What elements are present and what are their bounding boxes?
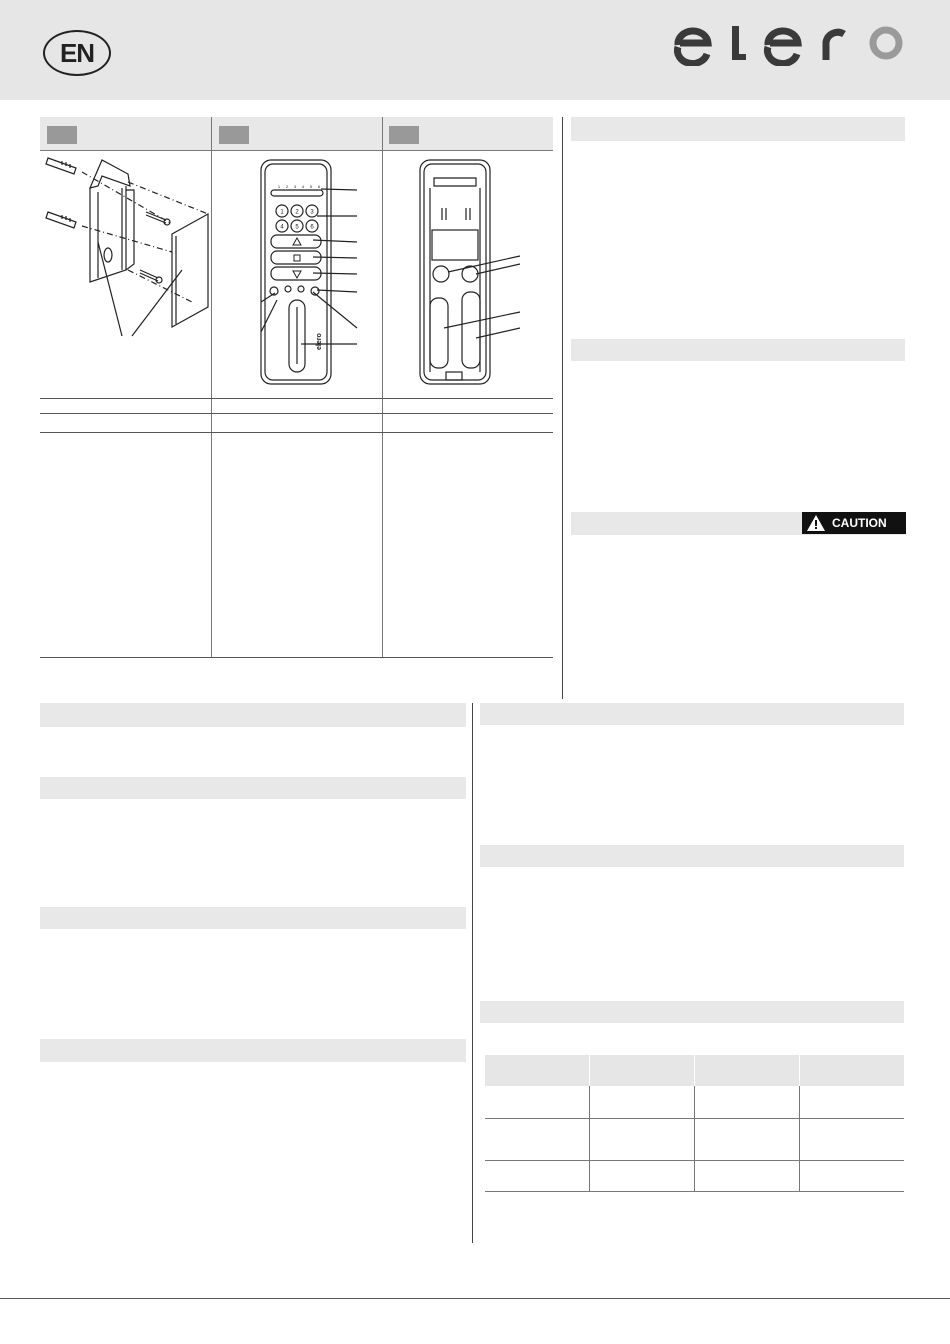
warning-triangle-icon — [802, 512, 830, 534]
column-divider — [382, 117, 383, 657]
table-cell — [485, 1160, 590, 1191]
remote-front-illustration — [213, 152, 381, 387]
table-cell — [695, 1118, 800, 1160]
key-5-label: 5 — [295, 224, 299, 231]
table-cell — [485, 1118, 590, 1160]
channel-mark-6: 6 — [317, 184, 321, 189]
section-heading-bar — [480, 1001, 904, 1023]
key-6-label: 6 — [310, 224, 314, 231]
language-badge: EN — [43, 30, 111, 76]
channel-mark-5: 5 — [309, 184, 313, 189]
down-triangle-icon — [293, 271, 301, 278]
table-header-cell — [485, 1055, 590, 1086]
elero-logo — [674, 24, 906, 66]
wall-bracket-illustration — [42, 152, 210, 347]
column-divider — [472, 703, 473, 1243]
channel-mark-3: 3 — [293, 184, 297, 189]
table-header-cell — [799, 1055, 904, 1086]
figure-label-box — [219, 126, 249, 144]
remote-back-illustration — [384, 152, 552, 387]
stop-square-icon — [294, 255, 300, 261]
table-cell — [590, 1160, 695, 1191]
section-heading-bar — [40, 1039, 466, 1062]
table-header-row — [485, 1055, 904, 1086]
table-header-cell — [590, 1055, 695, 1086]
page-header — [0, 0, 950, 100]
caution-label — [802, 512, 906, 534]
channel-mark-2: 2 — [285, 184, 289, 189]
section-heading-bar — [480, 703, 904, 725]
technical-data-table — [485, 1055, 904, 1192]
key-3-label: 3 — [310, 209, 314, 216]
key-4-label: 4 — [280, 224, 284, 231]
figure-header-bar — [40, 117, 553, 150]
section-heading-bar — [480, 845, 904, 867]
table-row — [485, 1086, 904, 1118]
rule — [40, 432, 553, 433]
table-cell — [590, 1118, 695, 1160]
column-divider — [562, 117, 563, 699]
table-cell — [485, 1086, 590, 1118]
rule — [40, 150, 553, 151]
rule — [40, 657, 553, 658]
section-heading-bar — [40, 907, 466, 929]
table-cell — [799, 1086, 904, 1118]
table-cell — [799, 1118, 904, 1160]
channel-mark-1: 1 — [277, 184, 281, 189]
caution-text: CAUTION — [832, 516, 887, 530]
rule — [40, 398, 553, 399]
column-divider — [211, 117, 212, 657]
section-heading-bar — [40, 777, 466, 799]
table-cell — [695, 1160, 800, 1191]
rule — [40, 413, 553, 414]
table-cell — [590, 1086, 695, 1118]
table-row — [485, 1160, 904, 1191]
figure-label-box — [47, 126, 77, 144]
section-heading-bar — [40, 703, 466, 727]
channel-mark-4: 4 — [301, 184, 305, 189]
figure-label-box — [389, 126, 419, 144]
section-heading-bar — [571, 339, 905, 361]
table-cell — [695, 1086, 800, 1118]
key-1-label: 1 — [280, 209, 284, 216]
remote-logo-text: elero — [316, 333, 323, 350]
table-row — [485, 1118, 904, 1160]
up-triangle-icon — [293, 238, 301, 245]
footer-rule — [0, 1298, 950, 1299]
table-header-cell — [695, 1055, 800, 1086]
section-heading-bar — [571, 117, 905, 141]
table-cell — [799, 1160, 904, 1191]
key-2-label: 2 — [295, 209, 299, 216]
